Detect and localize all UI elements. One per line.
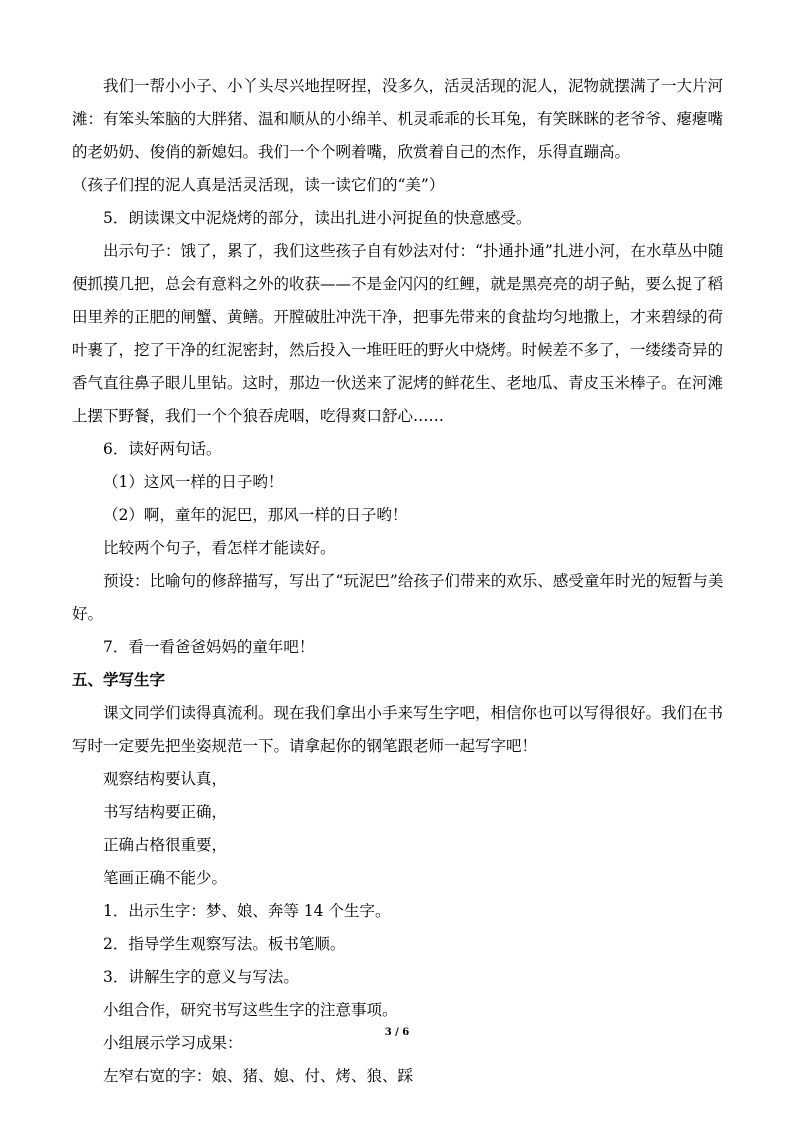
verse-line-1: 观察结构要认真， bbox=[103, 770, 228, 788]
paragraph-preset: 预设：比喻句的修辞描写，写出了“玩泥巴”给孩子们带来的欢乐、感受童年时光的短暂与美好。 bbox=[72, 572, 724, 623]
paragraph-group-show: 小组展示学习成果： bbox=[103, 1034, 243, 1052]
paragraph-writing-intro: 课文同学们读得真流利。现在我们拿出小手来写生字吧，相信你也可以写得很好。我们在书写时一定要先把坐姿规范一下。请拿起你的钢笔跟老师一起写字吧！ bbox=[72, 704, 724, 755]
paragraph-group-work: 小组合作，研究书写这些生字的注意事项。 bbox=[103, 1001, 398, 1019]
paragraph-char-list: 左窄右宽的字：娘、猪、媳、付、烤、狼、踩 bbox=[103, 1067, 414, 1085]
page-content bbox=[72, 70, 724, 1093]
section-heading: 五、学写生字 bbox=[72, 671, 166, 689]
page-number: 3 / 6 bbox=[384, 1027, 410, 1038]
paragraph-sentence-2: （2）啊，童年的泥巴，那风一样的日子哟！ bbox=[103, 506, 408, 524]
paragraph-sentence-1: （1）这风一样的日子哟！ bbox=[103, 473, 284, 491]
paragraph-step-7: 7．看一看爸爸妈妈的童年吧！ bbox=[103, 638, 315, 656]
paragraph-note-beauty: （孩子们捏的泥人真是活灵活现，读一读它们的“美”） bbox=[72, 176, 445, 194]
list-item-1: 1．出示生字：梦、娘、奔等 14 个生字。 bbox=[103, 902, 391, 920]
verse-line-3: 正确占格很重要， bbox=[103, 836, 228, 854]
paragraph-step-6: 6．读好两句话。 bbox=[103, 440, 222, 458]
verse-line-2: 书写结构要正确， bbox=[103, 803, 228, 821]
paragraph-clay-figures: 我们一帮小小子、小丫头尽兴地捏呀捏，没多久，活灵活现的泥人，泥物就摆满了一大片河滩：有笨头笨脑的大胖猪、温和顺从的小绵羊、机灵乖乖的长耳兔，有笑眯眯的老爷爷、瘪瘪嘴的老奶奶、俊俏的新媳妇。我们一个个咧着嘴，欣赏着自己的杰作，乐得直蹦高。 bbox=[72, 77, 724, 161]
verse-line-4: 笔画正确不能少。 bbox=[103, 869, 228, 887]
paragraph-step-5: 5．朗读课文中泥烧烤的部分，读出扎进小河捉鱼的快意感受。 bbox=[103, 209, 532, 227]
paragraph-compare: 比较两个句子，看怎样才能读好。 bbox=[103, 539, 336, 557]
list-item-3: 3．讲解生字的意义与写法。 bbox=[103, 968, 299, 986]
list-item-2: 2．指导学生观察写法。板书笔顺。 bbox=[103, 935, 346, 953]
paragraph-sentence-display: 出示句子：饿了，累了，我们这些孩子自有妙法对付：“扑通扑通”扎进小河，在水草丛中随便抓摸几把，总会有意料之外的收获——不是金闪闪的红鲤，就是黑亮亮的胡子鲇，要么捉了稻田里养的正肥的闸蟹、黄鳝。开膛破肚冲洗干净，把事先带来的食盐均匀地撒上，才来碧绿的荷叶裹了，挖了干净的红泥密封，然后投入一堆旺旺的野火中烧烤。时候差不多了，一缕缕奇异的香气直往鼻子眼儿里钻。这时，那边一伙送来了泥烤的鲜花生、老地瓜、青皮玉米棒子。在河滩上摆下野餐，我们一个个狼吞虎咽，吃得爽口舒心…… bbox=[72, 242, 724, 425]
